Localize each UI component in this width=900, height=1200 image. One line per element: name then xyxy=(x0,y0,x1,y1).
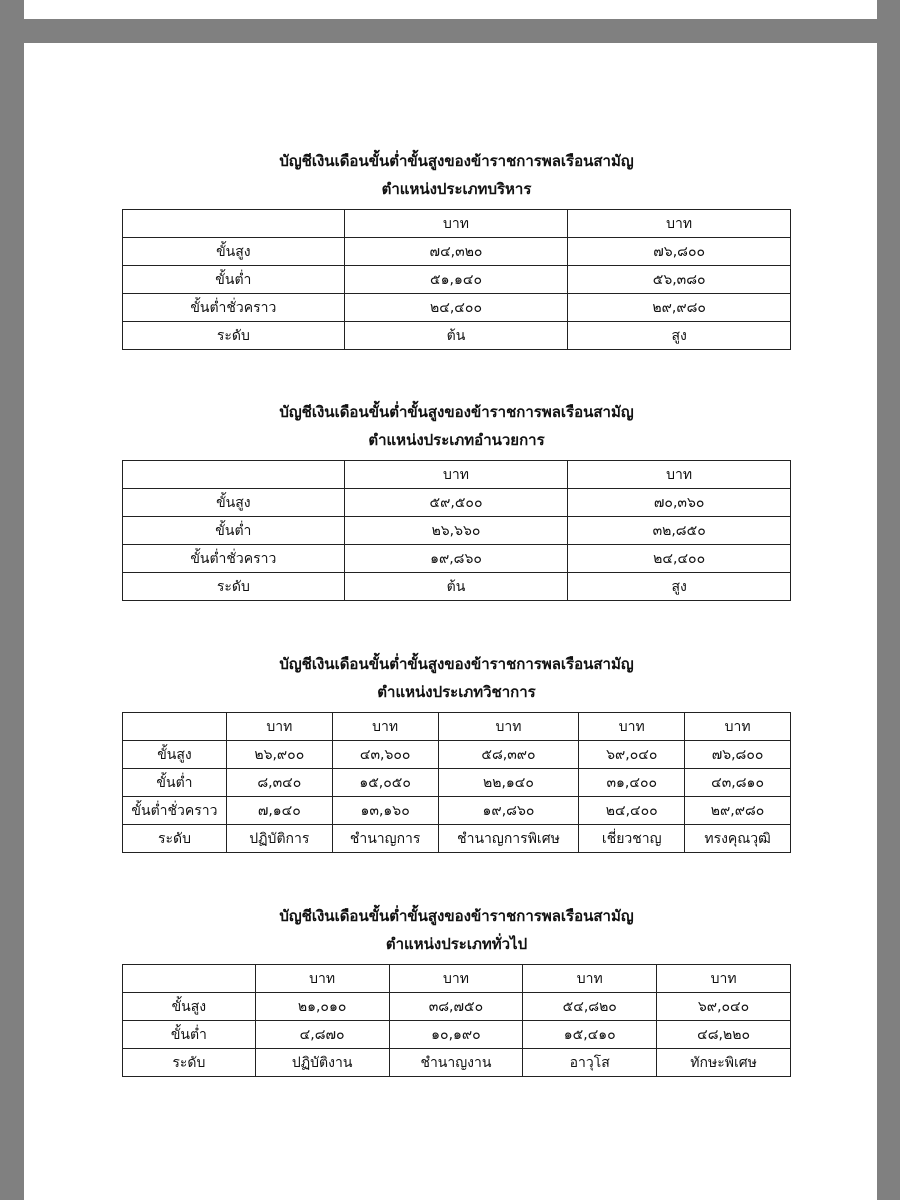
table-cell: ๕๖,๓๘๐ xyxy=(568,266,791,294)
salary-section-academic xyxy=(122,650,791,853)
header-cell xyxy=(123,713,227,741)
header-cell: บาท xyxy=(344,461,568,489)
table-row xyxy=(123,797,791,825)
table-row xyxy=(123,825,791,853)
row-label: ขั้นต่ำ xyxy=(123,266,345,294)
table-row xyxy=(123,769,791,797)
table-cell: ๗๖,๘๐๐ xyxy=(685,741,791,769)
table-cell: ชำนาญการ xyxy=(332,825,438,853)
table-row xyxy=(123,489,791,517)
header-cell: บาท xyxy=(226,713,332,741)
section-title: บัญชีเงินเดือนขั้นต่ำขั้นสูงของข้าราชการพลเรือนสามัญ xyxy=(279,403,634,421)
table-cell: ๒๖,๖๖๐ xyxy=(344,517,568,545)
table-cell: ๔,๘๗๐ xyxy=(255,1021,389,1049)
table-row xyxy=(123,573,791,601)
table-cell: ๔๘,๒๒๐ xyxy=(657,1021,791,1049)
table-cell: ๒๑,๐๑๐ xyxy=(255,993,389,1021)
table-row xyxy=(123,1049,791,1077)
row-label: ขั้นต่ำ xyxy=(123,769,227,797)
table-cell: ๓๘,๗๕๐ xyxy=(389,993,523,1021)
table-cell: ชำนาญการพิเศษ xyxy=(438,825,579,853)
section-title: บัญชีเงินเดือนขั้นต่ำขั้นสูงของข้าราชการพลเรือนสามัญ xyxy=(279,907,634,925)
header-cell xyxy=(123,965,256,993)
table-cell: เชี่ยวชาญ xyxy=(579,825,685,853)
row-label: ขั้นสูง xyxy=(123,489,345,517)
header-cell: บาท xyxy=(657,965,791,993)
table-row xyxy=(123,238,791,266)
table-cell: ๒๒,๑๔๐ xyxy=(438,769,579,797)
header-cell: บาท xyxy=(523,965,657,993)
table-cell: ๒๙,๙๘๐ xyxy=(685,797,791,825)
table-row xyxy=(123,993,791,1021)
row-label: ขั้นต่ำชั่วคราว xyxy=(123,294,345,322)
table-cell: อาวุโส xyxy=(523,1049,657,1077)
table-cell: ๒๔,๔๐๐ xyxy=(579,797,685,825)
table-cell: ๔๓,๘๑๐ xyxy=(685,769,791,797)
row-label: ระดับ xyxy=(123,825,227,853)
header-cell: บาท xyxy=(332,713,438,741)
header-cell: บาท xyxy=(344,210,568,238)
row-label: ขั้นต่ำชั่วคราว xyxy=(123,545,345,573)
row-label: ขั้นต่ำ xyxy=(123,1021,256,1049)
table-cell: ๗๔,๓๒๐ xyxy=(344,238,568,266)
table-cell: ๒๔,๔๐๐ xyxy=(568,545,791,573)
row-label: ระดับ xyxy=(123,322,345,350)
header-cell: บาท xyxy=(685,713,791,741)
table-cell: ทักษะพิเศษ xyxy=(657,1049,791,1077)
table-row xyxy=(123,294,791,322)
row-label: ขั้นสูง xyxy=(123,741,227,769)
row-label: ขั้นต่ำ xyxy=(123,517,345,545)
row-label: ขั้นต่ำชั่วคราว xyxy=(123,797,227,825)
table-cell: ๗๖,๘๐๐ xyxy=(568,238,791,266)
section-title: บัญชีเงินเดือนขั้นต่ำขั้นสูงของข้าราชการพลเรือนสามัญ xyxy=(279,152,634,170)
table-cell: ๓๑,๔๐๐ xyxy=(579,769,685,797)
table-cell: ๕๔,๘๒๐ xyxy=(523,993,657,1021)
table-cell: ๑๕,๔๑๐ xyxy=(523,1021,657,1049)
salary-table-general xyxy=(122,964,791,1077)
table-cell: ๖๙,๐๔๐ xyxy=(579,741,685,769)
section-title: บัญชีเงินเดือนขั้นต่ำขั้นสูงของข้าราชการพลเรือนสามัญ xyxy=(279,655,634,673)
salary-table-academic xyxy=(122,712,791,853)
section-subtitle: ตำแหน่งประเภททั่วไป xyxy=(385,935,528,953)
table-row xyxy=(123,517,791,545)
header-cell: บาท xyxy=(438,713,579,741)
table-header-row xyxy=(123,461,791,489)
section-subtitle: ตำแหน่งประเภทวิชาการ xyxy=(377,683,536,701)
table-row xyxy=(123,1021,791,1049)
table-cell: ๒๙,๙๘๐ xyxy=(568,294,791,322)
table-cell: ๗๐,๓๖๐ xyxy=(568,489,791,517)
table-cell: ๗,๑๔๐ xyxy=(226,797,332,825)
table-cell: ๒๔,๔๐๐ xyxy=(344,294,568,322)
header-cell: บาท xyxy=(568,461,791,489)
row-label: ระดับ xyxy=(123,573,345,601)
row-label: ระดับ xyxy=(123,1049,256,1077)
table-cell: ๘,๓๔๐ xyxy=(226,769,332,797)
table-cell: สูง xyxy=(568,322,791,350)
salary-table-executive xyxy=(122,209,791,350)
salary-section-general xyxy=(122,902,791,1077)
table-cell: ต้น xyxy=(344,322,568,350)
table-cell: ๒๖,๙๐๐ xyxy=(226,741,332,769)
header-cell: บาท xyxy=(579,713,685,741)
table-cell: ๑๕,๐๕๐ xyxy=(332,769,438,797)
table-cell: ๖๙,๐๔๐ xyxy=(657,993,791,1021)
table-cell: ๑๙,๘๖๐ xyxy=(438,797,579,825)
table-cell: ชำนาญงาน xyxy=(389,1049,523,1077)
row-label: ขั้นสูง xyxy=(123,993,256,1021)
row-label: ขั้นสูง xyxy=(123,238,345,266)
table-row xyxy=(123,322,791,350)
table-row xyxy=(123,266,791,294)
table-cell: สูง xyxy=(568,573,791,601)
header-cell: บาท xyxy=(255,965,389,993)
table-cell: ๓๒,๘๕๐ xyxy=(568,517,791,545)
table-cell: ๔๓,๖๐๐ xyxy=(332,741,438,769)
table-row xyxy=(123,741,791,769)
previous-page-edge xyxy=(24,0,877,19)
table-cell: ๕๑,๑๔๐ xyxy=(344,266,568,294)
table-cell: ๑๙,๘๖๐ xyxy=(344,545,568,573)
header-cell: บาท xyxy=(568,210,791,238)
section-subtitle: ตำแหน่งประเภทบริหาร xyxy=(381,180,532,198)
table-header-row xyxy=(123,210,791,238)
table-cell: ปฏิบัติการ xyxy=(226,825,332,853)
table-cell: ๑๓,๑๖๐ xyxy=(332,797,438,825)
table-header-row xyxy=(123,713,791,741)
table-header-row xyxy=(123,965,791,993)
table-cell: ๕๙,๕๐๐ xyxy=(344,489,568,517)
section-subtitle: ตำแหน่งประเภทอำนวยการ xyxy=(368,431,545,449)
table-cell: ๑๐,๑๙๐ xyxy=(389,1021,523,1049)
table-cell: ต้น xyxy=(344,573,568,601)
header-cell xyxy=(123,461,345,489)
table-cell: ปฏิบัติงาน xyxy=(255,1049,389,1077)
table-cell: ๕๘,๓๙๐ xyxy=(438,741,579,769)
salary-section-executive xyxy=(122,147,791,350)
header-cell: บาท xyxy=(389,965,523,993)
document-page xyxy=(24,43,877,1200)
table-cell: ทรงคุณวุฒิ xyxy=(685,825,791,853)
table-row xyxy=(123,545,791,573)
header-cell xyxy=(123,210,345,238)
salary-table-managerial xyxy=(122,460,791,601)
salary-section-managerial xyxy=(122,398,791,601)
